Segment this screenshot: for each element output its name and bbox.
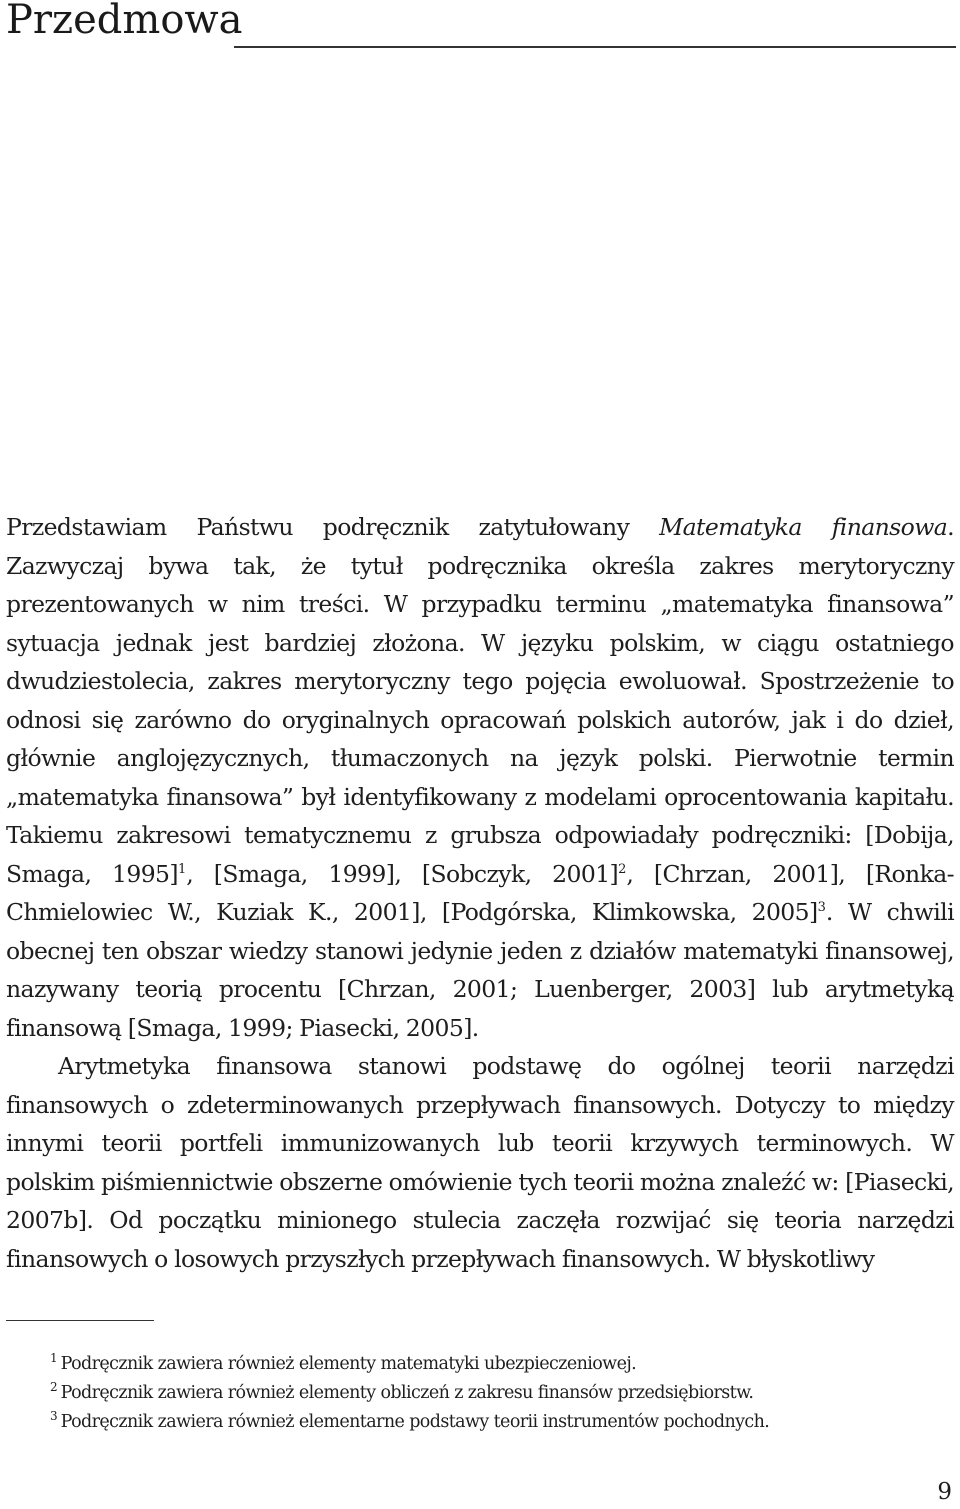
book-title: Matematyka finansowa — [659, 513, 948, 541]
footnote-2 — [50, 1379, 930, 1408]
title-rule — [234, 46, 956, 48]
footnote-3 — [50, 1408, 930, 1437]
paragraph-1-part-1: Przedstawiam Państwu podręcznik zatytułowany — [6, 513, 660, 541]
paragraph-1-part-5: . W chwili obecnej ten obszar wiedzy stanowi jedynie jeden z działów matematyki finansowej, nazywany teorią procentu [Chrzan, 2001; Luenberger, 2003] lub arytmetyką finansową [Smaga, 1999; Piasecki, 2005]. — [6, 898, 954, 1042]
page-number: 9 — [937, 1479, 952, 1505]
chapter-title: Przedmowa — [6, 0, 243, 43]
footnote-number: 3 — [50, 1409, 58, 1424]
footnote-rule — [6, 1320, 154, 1321]
footnote-text: Podręcznik zawiera również elementarne podstawy teorii instrumentów pochodnych. — [60, 1412, 770, 1432]
footnotes — [50, 1350, 930, 1437]
footnote-number: 1 — [50, 1351, 58, 1366]
footnote-text: Podręcznik zawiera również elementy obliczeń z zakresu finansów przedsiębiorstw. — [60, 1383, 754, 1403]
paragraph-1-part-2: . Zazwyczaj bywa tak, że tytuł podręcznika określa zakres merytoryczny prezentowanych w nim treści. W przypadku terminu „matematyka finansowa” sytuacja jednak jest bardziej złożona. W języku polskim, w ciągu ostatniego dwudziestolecia, zakres merytoryczny tego pojęcia ewoluował. Spostrzeżenie to odnosi się zarówno do oryginalnych opracowań polskich autorów, jak i do dzieł, głównie anglojęzycznych, tłumaczonych na język polski. Pierwotnie termin „matematyka finansowa” był identyfikowany z modelami oprocentowania kapitału. Takiemu zakresowi tematycznemu z grubsza odpowiadały podręczniki: [Dobija, Smaga, 1995] — [6, 513, 954, 888]
paragraph-2: Arytmetyka finansowa stanowi podstawę do ogólnej teorii narzędzi finansowych o zdeterminowanych przepływach finansowych. Dotyczy to między innymi teorii portfeli immunizowanych lub teorii krzywych terminowych. W polskim piśmiennictwie obszerne omówienie tych teorii można znaleźć w: [Piasecki, 2007b]. Od początku minionego stulecia zaczęła rozwijać się teoria narzędzi finansowych o losowych przyszłych przepływach finansowych. W błyskotliwy — [6, 1052, 954, 1273]
paragraph-1-part-3: , [Smaga, 1999], [Sobczyk, 2001] — [186, 859, 619, 888]
footnote-text: Podręcznik zawiera również elementy matematyki ubezpieczeniowej. — [60, 1354, 637, 1374]
paragraph-1 — [6, 508, 954, 1047]
footnote-ref-2[interactable]: 2 — [618, 861, 627, 877]
footnote-number: 2 — [50, 1380, 58, 1395]
footnote-ref-1[interactable]: 1 — [177, 861, 187, 877]
footnote-1 — [50, 1350, 930, 1379]
paragraph-1-part-4: , [Chrzan, 2001], [Ronka-Chmielowiec W., Kuziak K., 2001], [Podgórska, Klimkowska, 2005] — [6, 859, 954, 926]
body-text — [6, 508, 954, 1278]
footnote-ref-3[interactable]: 3 — [817, 900, 826, 916]
